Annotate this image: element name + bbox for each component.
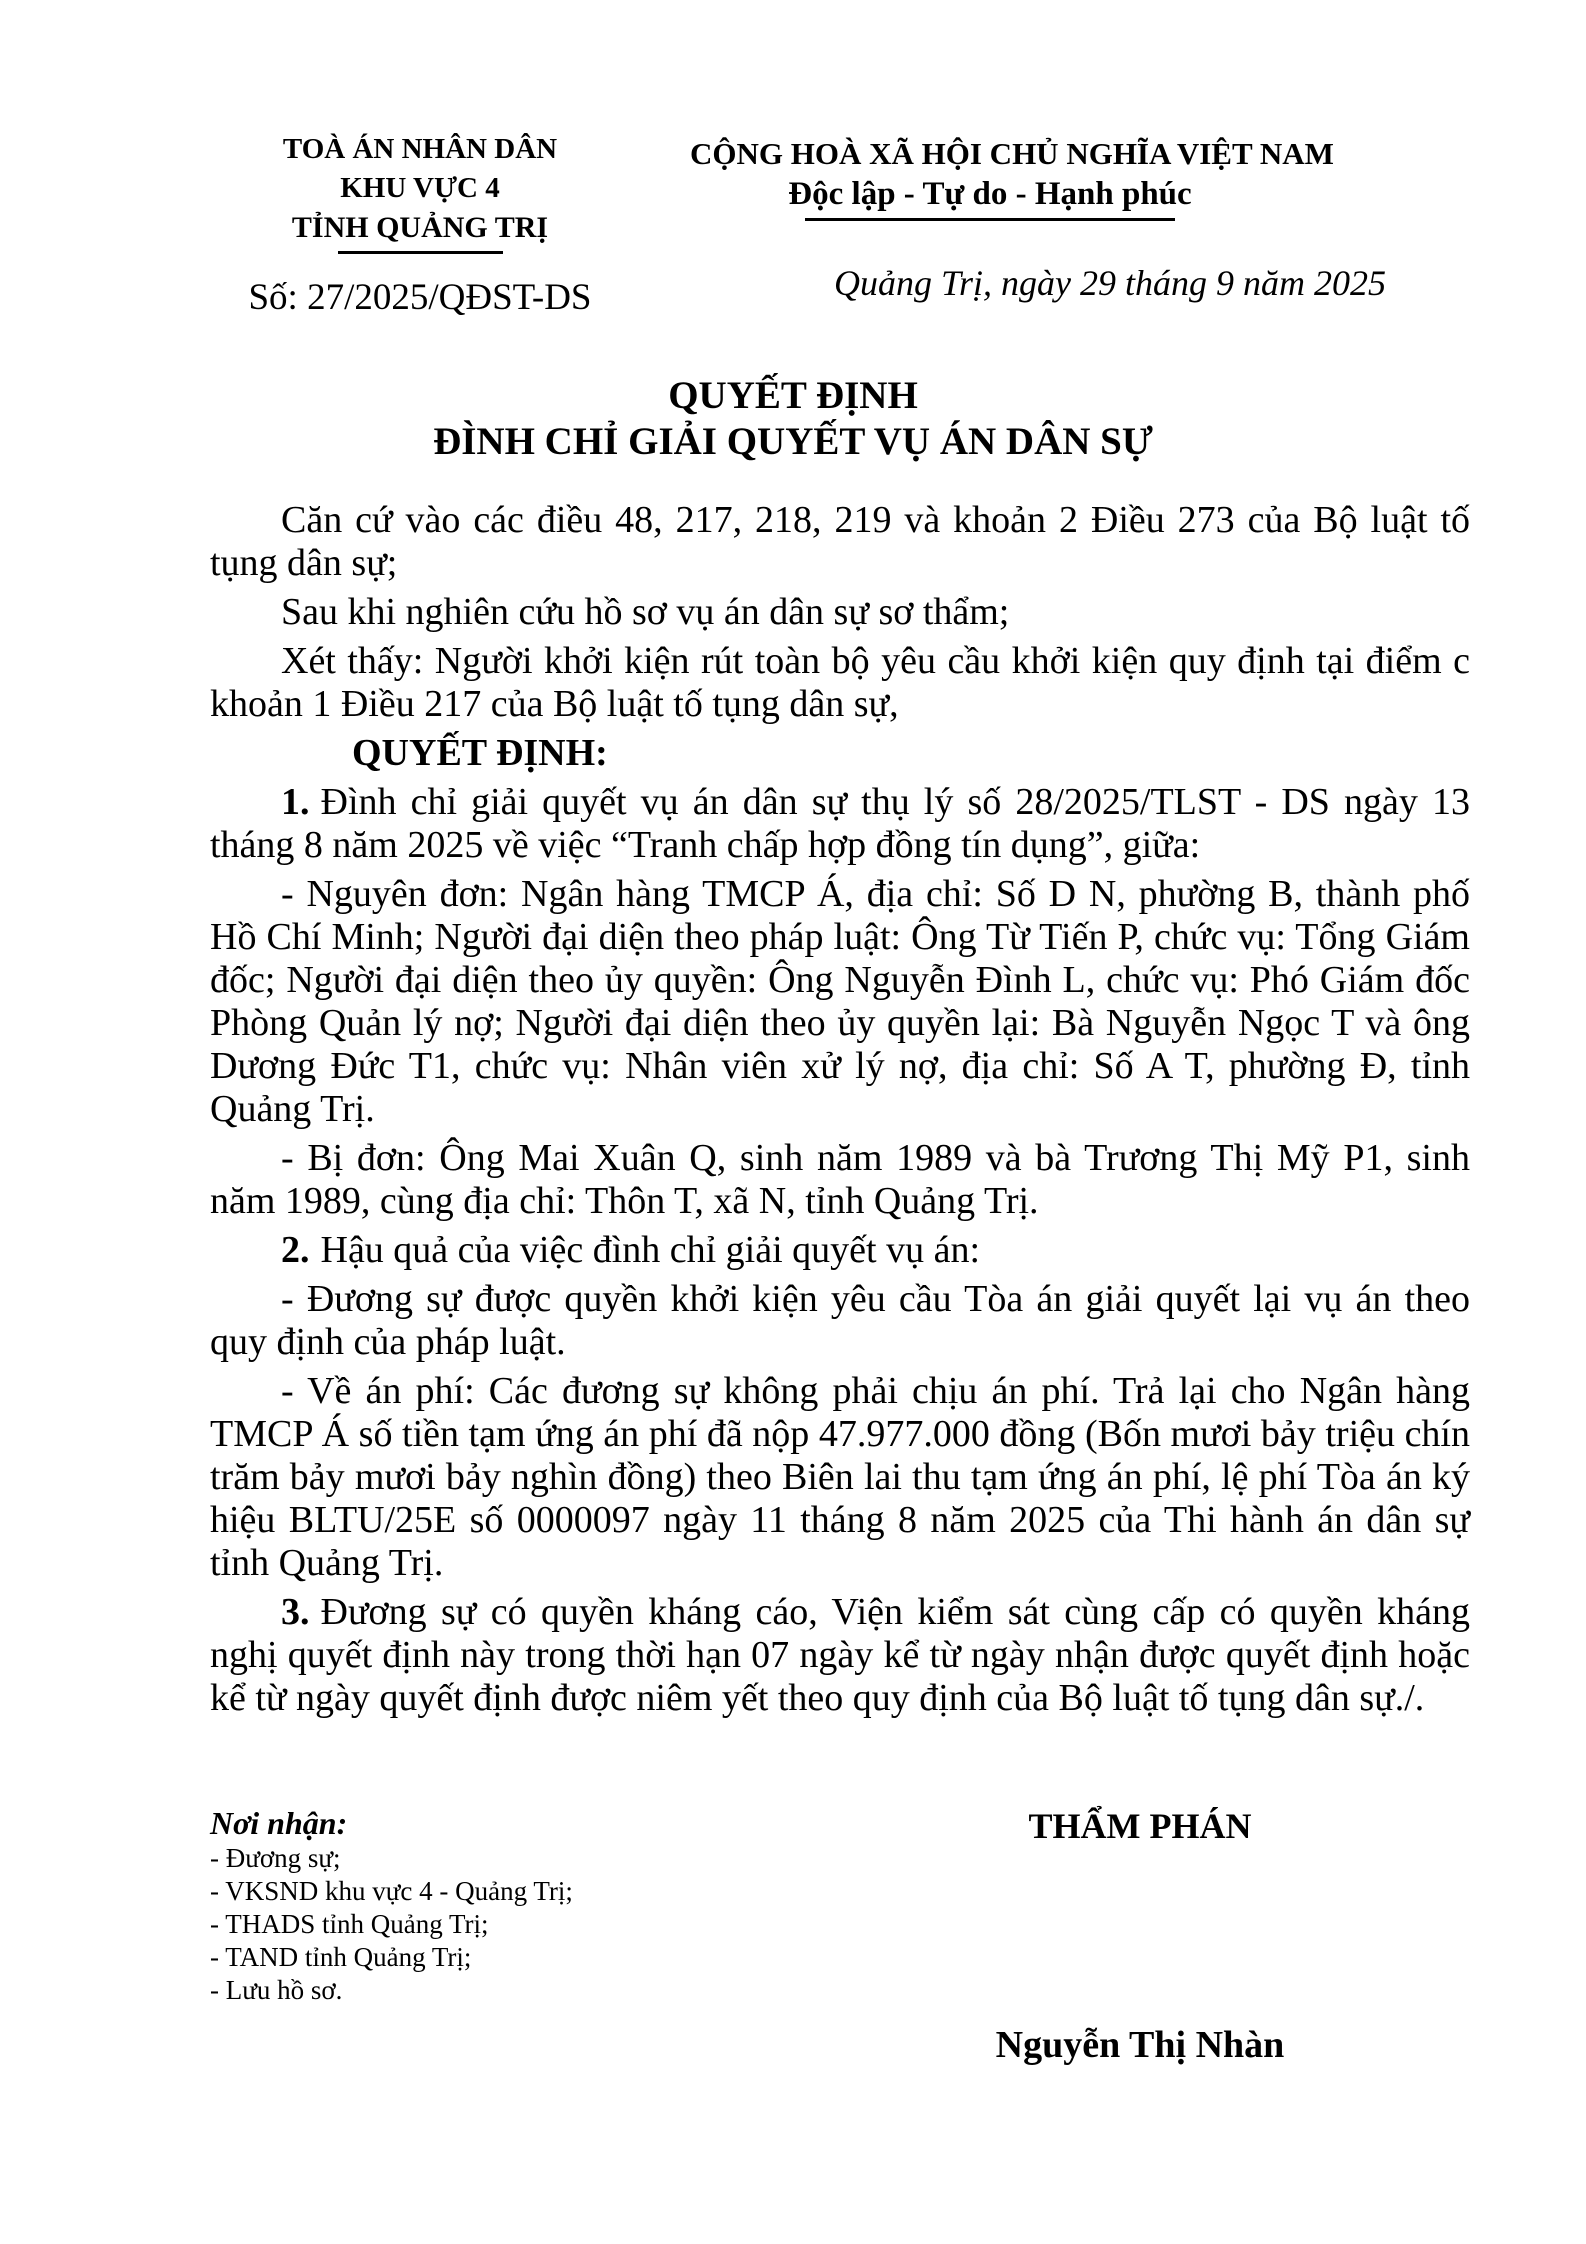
- signature-block: [940, 1804, 1340, 2067]
- document-number: Số: 27/2025/QĐST-DS: [248, 277, 592, 318]
- preamble-paragraph-legal-basis: Căn cứ vào các điều 48, 217, 218, 219 và khoản 2 Điều 273 của Bộ luật tố tụng dân sự;: [210, 499, 1470, 584]
- consequence-paragraph-court-fee: - Về án phí: Các đương sự không phải chịu án phí. Trả lại cho Ngân hàng TMCP Á số tiền tạm ứng án phí đã nộp 47.977.000 đồng (Bốn mươi bảy triệu chín trăm bảy mươi bảy nghìn đồng) theo Biên lai thu tạm ứng án phí, lệ phí Tòa án ký hiệu BLTU/25E số 0000097 ngày 11 tháng 8 năm 2025 của Thi hành án dân sự tỉnh Quảng Trị.: [210, 1370, 1470, 1584]
- title-line1: QUYẾT ĐỊNH: [668, 374, 918, 417]
- court-name-line1: TOÀ ÁN NHÂN DÂN: [282, 133, 558, 165]
- document-title: [0, 373, 1586, 465]
- recipient-item: - Lưu hồ sơ.: [210, 1975, 343, 2005]
- item-3-marker: 3.: [281, 1591, 310, 1633]
- issuing-court-block: [230, 130, 610, 317]
- recipient-item: - Đương sự;: [210, 1843, 341, 1873]
- national-motto-line: Độc lập - Tự do - Hạnh phúc: [788, 176, 1192, 212]
- recipient-item: - VKSND khu vực 4 - Quảng Trị;: [210, 1876, 573, 1906]
- plaintiff-paragraph: - Nguyên đơn: Ngân hàng TMCP Á, địa chỉ: Số D N, phường B, thành phố Hồ Chí Minh; Người đại diện theo pháp luật: Ông Từ Tiến P, chức vụ: Tổng Giám đốc; Người đại diện theo ủy quyền: Ông Nguyễn Đình L, chức vụ: Phó Giám đốc Phòng Quản lý nợ; Người đại diện theo ủy quyền lại: Bà Nguyễn Ngọc T và ông Dương Đức T1, chức vụ: Nhân viên xử lý nợ, địa chỉ: Số A T, phường Đ, tỉnh Quảng Trị.: [210, 873, 1470, 1130]
- defendant-paragraph: - Bị đơn: Ông Mai Xuân Q, sinh năm 1989 và bà Trương Thị Mỹ P1, sinh năm 1989, cùng địa chỉ: Thôn T, xã N, tỉnh Quảng Trị.: [210, 1137, 1470, 1222]
- item-2-marker: 2.: [281, 1229, 310, 1271]
- preamble-paragraph-finding: Xét thấy: Người khởi kiện rút toàn bộ yêu cầu khởi kiện quy định tại điểm c khoản 1 Điều 217 của Bộ luật tố tụng dân sự,: [210, 640, 1470, 725]
- national-name-line: CỘNG HOÀ XÃ HỘI CHỦ NGHĨA VIỆT NAM: [690, 136, 1334, 171]
- decision-item-2: [210, 1229, 1470, 1272]
- document-footer: [210, 1804, 1470, 2134]
- national-header-block: [690, 135, 1334, 221]
- decision-heading: QUYẾT ĐỊNH:: [352, 732, 608, 774]
- document-header: [0, 0, 1586, 345]
- document-body: [210, 499, 1470, 1720]
- item-1-marker: 1.: [281, 781, 310, 823]
- item-3-text: Đương sự có quyền kháng cáo, Viện kiểm sát cùng cấp có quyền kháng nghị quyết định này trong thời hạn 07 ngày kể từ ngày nhận được quyết định hoặc kể từ ngày quyết định được niêm yết theo quy định của Bộ luật tố tụng dân sự./.: [210, 1591, 1470, 1719]
- motto-underline-rule: [805, 218, 1175, 221]
- consequence-paragraph-relitigation: - Đương sự được quyền khởi kiện yêu cầu Tòa án giải quyết lại vụ án theo quy định của pháp luật.: [210, 1278, 1470, 1363]
- recipient-item: - THADS tỉnh Quảng Trị;: [210, 1909, 489, 1939]
- recipients-label: Nơi nhận:: [210, 1805, 348, 1841]
- court-name-line2: KHU VỰC 4: [340, 172, 500, 204]
- item-2-text: Hậu quả của việc đình chỉ giải quyết vụ án:: [320, 1229, 981, 1271]
- decision-item-1: [210, 781, 1470, 867]
- recipient-item: - TAND tỉnh Quảng Trị;: [210, 1942, 472, 1972]
- judge-name: Nguyễn Thị Nhàn: [995, 2024, 1285, 2066]
- decision-item-3: [210, 1591, 1470, 1720]
- judge-title: THẨM PHÁN: [1028, 1806, 1252, 1846]
- place-and-date-line: Quảng Trị, ngày 29 tháng 9 năm 2025: [833, 263, 1387, 303]
- court-name-line3: TỈNH QUẢNG TRỊ: [291, 211, 549, 244]
- item-1-text: Đình chỉ giải quyết vụ án dân sự thụ lý số 28/2025/TLST - DS ngày 13 tháng 8 năm 2025 về việc “Tranh chấp hợp đồng tín dụng”, giữa:: [210, 781, 1470, 866]
- preamble-paragraph-review: Sau khi nghiên cứu hồ sơ vụ án dân sự sơ thẩm;: [281, 591, 1010, 633]
- title-line2: ĐÌNH CHỈ GIẢI QUYẾT VỤ ÁN DÂN SỰ: [433, 420, 1153, 463]
- court-underline-rule: [338, 251, 503, 254]
